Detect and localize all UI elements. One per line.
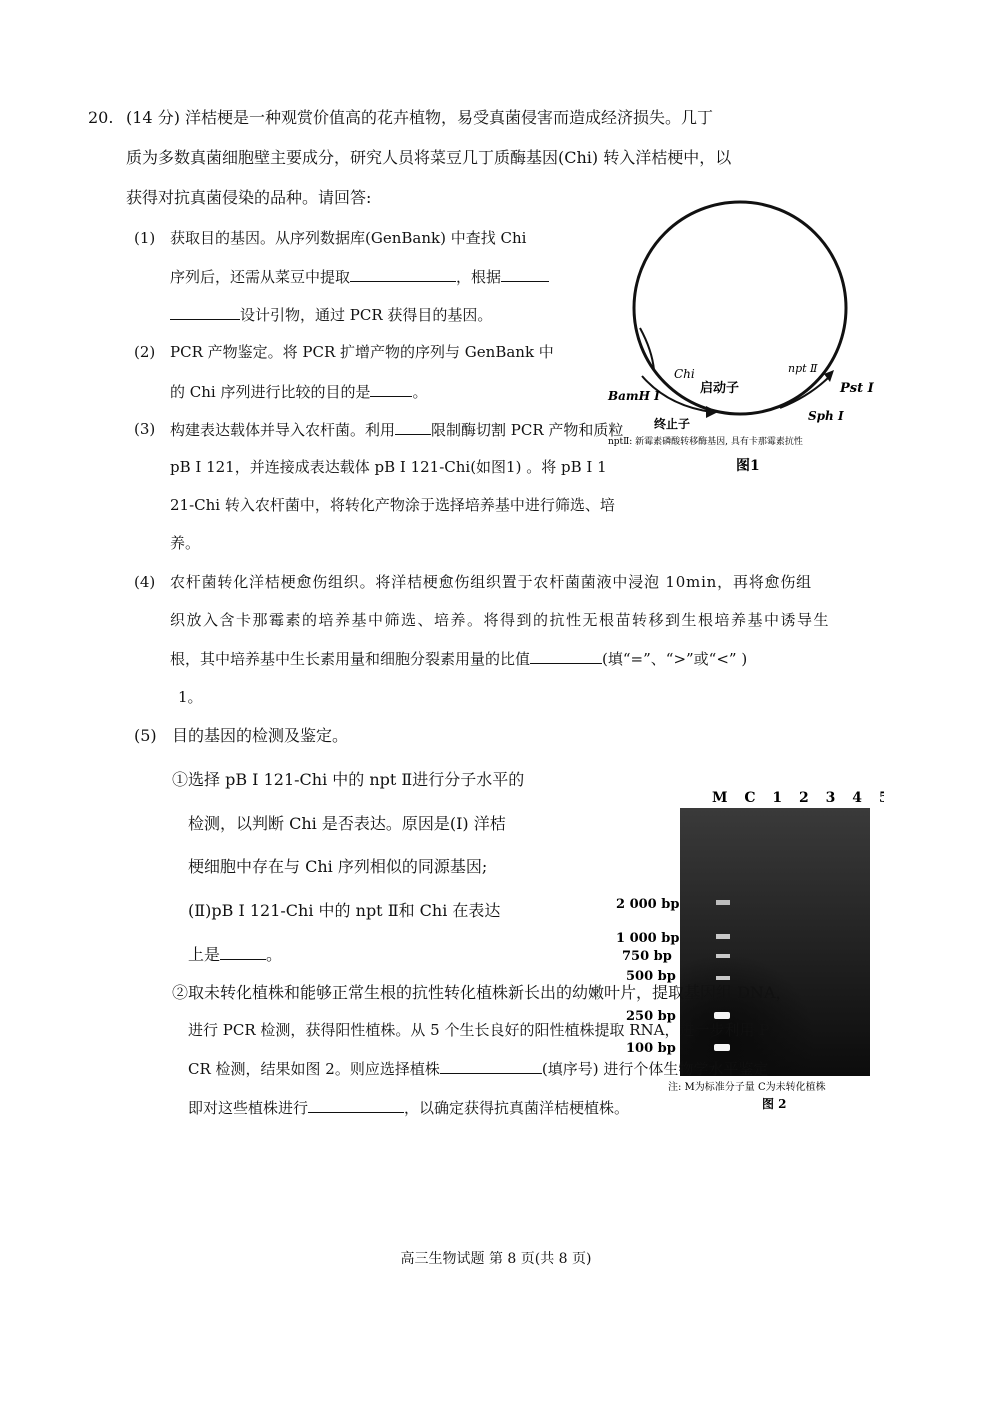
intro-line-2: 质为多数真菌细胞壁主要成分，研究人员将菜豆几丁质酶基因(Chi) 转入洋桔梗中，以 <box>126 148 732 167</box>
part-4-text-a: 根，其中培养基中生长素用量和细胞分裂素用量的比值 <box>170 650 531 668</box>
question-number: 20. <box>88 108 114 127</box>
answer-blank-1a[interactable] <box>350 266 456 282</box>
question-points: (14 分) <box>126 108 180 127</box>
answer-blank-1b[interactable] <box>501 266 549 282</box>
part-1-text-b: ，根据 <box>456 268 502 286</box>
part-3-line-4: 养。 <box>170 534 201 552</box>
label-npt: npt Ⅱ <box>788 362 818 375</box>
sub-2-line-4 <box>188 1097 629 1118</box>
answer-blank-3[interactable] <box>395 419 431 435</box>
part-1-line-3 <box>170 304 492 325</box>
part-3-line-3: 21-Chi 转入农杆菌中，将转化产物涂于选择培养基中进行筛选、培 <box>170 496 615 514</box>
question-intro <box>126 108 713 128</box>
figure-1-caption: 图1 <box>736 458 760 474</box>
label-chi: Chi <box>674 367 695 381</box>
sub-2-text-b: (填序号) 进行个体生物学水平鉴定 <box>541 1060 769 1078</box>
sub-2-text-c: 即对这些植株进行 <box>188 1099 309 1117</box>
part-1-text-c: 设计引物，通过 PCR 获得目的基因。 <box>240 306 493 324</box>
figure-1-plasmid <box>602 200 904 482</box>
plasmid-circle <box>634 202 846 414</box>
sub-1-line-1: ①选择 pB I 121-Chi 中的 npt Ⅱ进行分子水平的 <box>172 770 525 789</box>
marker-band-750 <box>716 954 730 958</box>
marker-band-2000 <box>716 900 730 905</box>
part-3-line-1 <box>170 419 623 440</box>
marker-label-1000: 1 000 bp <box>616 931 680 946</box>
part-2-text-a: 的 Chi 序列进行比较的目的是 <box>170 383 371 401</box>
part-2-line-1: PCR 产物鉴定。将 PCR 扩增产物的序列与 GenBank 中 <box>170 343 554 361</box>
part-3-text-a: 构建表达载体并导入农杆菌。利用 <box>170 421 396 439</box>
part-3-text-b: 限制酶切割 PCR 产物和质粒 <box>431 421 624 439</box>
answer-blank-4[interactable] <box>530 648 602 664</box>
sub-2-line-3 <box>188 1058 768 1079</box>
sub-1-text-b: 。 <box>266 945 283 964</box>
label-terminator: 终止子 <box>654 417 691 431</box>
sub-1-line-5 <box>188 944 282 965</box>
part-1-line-2 <box>170 266 549 287</box>
marker-label-100: 100 bp <box>626 1041 676 1056</box>
sub-1-line-2: 检测，以判断 Chi 是否表达。原因是(Ⅰ) 洋桔 <box>188 814 506 833</box>
sub-1-text-a: 上是 <box>188 945 221 964</box>
part-3-number: (3) <box>134 420 156 438</box>
intro-line-1: 洋桔梗是一种观赏价值高的花卉植物，易受真菌侵害而造成经济损失。几丁 <box>185 108 714 127</box>
lane-labels: M C 1 2 3 4 5 <box>712 790 884 806</box>
sub-2-text-a: CR 检测，结果如图 2。则应选择植株 <box>188 1060 440 1078</box>
label-promoter: 启动子 <box>700 381 740 396</box>
answer-blank-5a[interactable] <box>220 944 266 960</box>
part-5-number: (5) <box>134 726 157 745</box>
marker-label-250: 250 bp <box>626 1009 676 1024</box>
part-5-title: 目的基因的检测及鉴定。 <box>172 726 349 745</box>
marker-band-500 <box>716 976 730 980</box>
part-1-text-a: 序列后，还需从菜豆中提取 <box>170 268 351 286</box>
gel-note: 注: M为标准分子量 C为未转化植株 <box>668 1082 826 1093</box>
intro-line-3: 获得对抗真菌侵染的品种。请回答: <box>126 188 372 207</box>
page-footer: 高三生物试题 第 8 页(共 8 页) <box>400 1251 592 1267</box>
sub-2-text-d: ，以确定获得抗真菌洋桔梗植株。 <box>404 1099 630 1117</box>
answer-blank-1c[interactable] <box>170 304 240 320</box>
part-2-number: (2) <box>134 343 156 361</box>
part-2-line-2 <box>170 381 428 402</box>
part-4-number: (4) <box>134 573 156 591</box>
sub-1-line-4: (Ⅱ)pB Ⅰ 121-Chi 中的 npt Ⅱ和 Chi 在表达 <box>188 901 501 920</box>
label-bamhi: BamH Ⅰ <box>608 389 660 403</box>
marker-label-2000: 2 000 bp <box>616 897 680 912</box>
sub-2-line-1: ②取未转化植株和能够正常生根的抗性转化植株新长出的幼嫩叶片，提取基因组 DNA， <box>172 983 792 1002</box>
figure-2-caption: 图 2 <box>762 1097 787 1111</box>
chi-arrowhead <box>706 406 718 418</box>
sub-1-line-3: 梗细胞中存在与 Chi 序列相似的同源基因; <box>188 857 488 876</box>
answer-blank-2[interactable] <box>370 381 412 397</box>
figure-1-note: nptⅡ: 新霉素磷酸转移酶基因, 具有卡那霉素抗性 <box>608 437 803 447</box>
part-4-text-b: (填“=”、“>”或“<” ) <box>602 650 748 668</box>
part-4-line-4: 1。 <box>178 688 203 706</box>
sub-2-line-2: 进行 PCR 检测，获得阳性植株。从 5 个生长良好的阳性植株提取 RNA，进一步利用 P <box>188 1021 770 1039</box>
label-sphi: Sph Ⅰ <box>808 409 844 423</box>
plasmid-map <box>602 200 904 482</box>
answer-blank-5b[interactable] <box>440 1058 542 1074</box>
part-1-number: (1) <box>134 229 156 247</box>
part-4-line-2: 织放入含卡那霉素的培养基中筛选、培养。将得到的抗性无根苗转移到生根培养基中诱导生 <box>170 611 831 629</box>
marker-band-1000 <box>716 934 730 939</box>
part-2-text-b: 。 <box>412 383 428 401</box>
part-3-line-2: pB I 121，并连接成表达载体 pB I 121-Chi(如图1) 。将 pB I 1 <box>170 458 607 476</box>
part-4-line-1: 农杆菌转化洋桔梗愈伤组织。将洋桔梗愈伤组织置于农杆菌菌液中浸泡 10min，再将愈伤组 <box>170 573 812 591</box>
marker-label-750: 750 bp <box>622 949 672 964</box>
answer-blank-5c[interactable] <box>308 1097 404 1113</box>
marker-band-250 <box>714 1012 730 1019</box>
part-1-line-1: 获取目的基因。从序列数据库(GenBank) 中查找 Chi <box>170 229 527 247</box>
gel-smear <box>680 932 830 1076</box>
marker-label-500: 500 bp <box>626 969 676 984</box>
part-4-line-3 <box>170 648 747 669</box>
label-psti: Pst Ⅰ <box>840 381 874 396</box>
marker-band-100 <box>714 1044 730 1051</box>
